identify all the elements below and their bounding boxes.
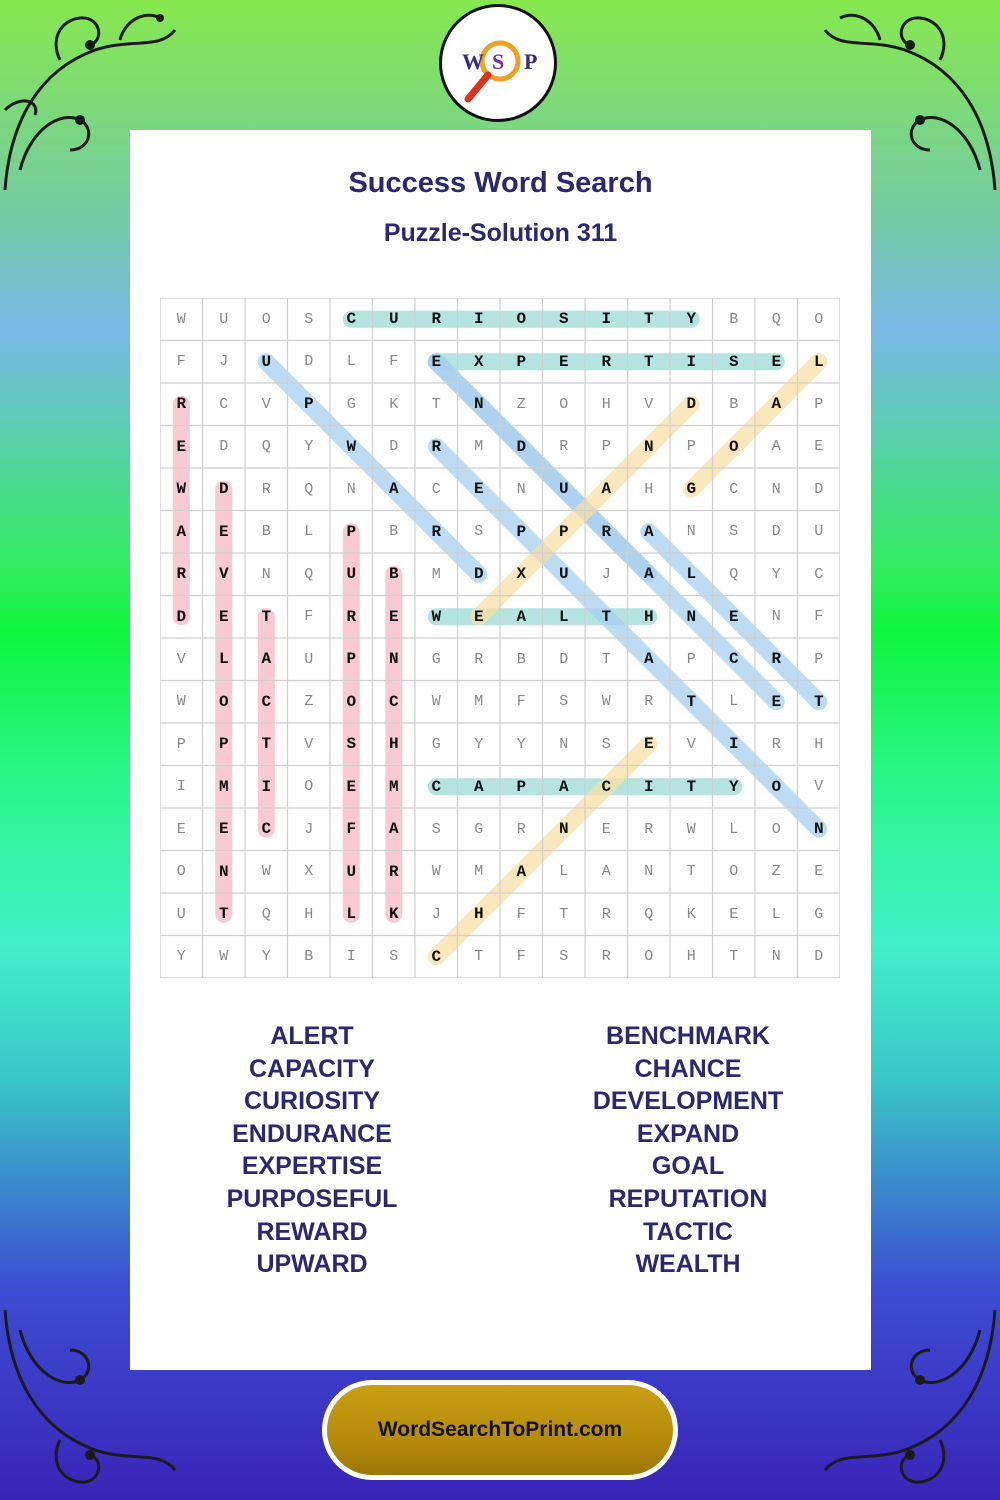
website-button[interactable] xyxy=(322,1380,678,1480)
logo-letter-p: P xyxy=(524,49,538,74)
grid-cell[interactable]: P xyxy=(814,395,824,413)
grid-cell[interactable]: M xyxy=(474,438,484,456)
grid-cell[interactable]: S xyxy=(389,948,399,966)
grid-cell[interactable]: L xyxy=(729,820,739,838)
grid-cell[interactable]: Y xyxy=(771,565,781,583)
grid-cell[interactable]: R xyxy=(644,820,654,838)
grid-cell[interactable]: B xyxy=(389,523,399,541)
grid-cell[interactable]: L xyxy=(559,863,569,881)
word-list xyxy=(130,1020,871,1280)
word-list-item: GOAL xyxy=(651,1152,725,1181)
grid-cell[interactable]: P xyxy=(218,735,229,754)
grid-cell[interactable]: E xyxy=(771,352,782,371)
grid-cell[interactable]: M xyxy=(431,565,441,583)
grid-cell[interactable]: U xyxy=(814,523,824,541)
word-list-left xyxy=(162,1020,462,1281)
grid-cell[interactable]: R xyxy=(431,437,442,456)
grid-cell[interactable]: A xyxy=(516,862,527,881)
grid-cell[interactable]: A xyxy=(771,438,781,456)
word-list-item: REWARD xyxy=(256,1217,368,1246)
grid-cell[interactable]: Y xyxy=(728,777,739,796)
grid-cell[interactable]: D xyxy=(389,438,399,456)
grid-cell[interactable]: N xyxy=(813,820,824,839)
grid-cell[interactable]: K xyxy=(686,905,696,923)
grid-cell[interactable]: R xyxy=(431,522,442,541)
grid-cell[interactable]: V xyxy=(304,735,314,753)
grid-cell[interactable]: R xyxy=(601,352,612,371)
grid-cell[interactable]: L xyxy=(346,353,356,371)
word-list-item: UPWARD xyxy=(256,1250,368,1279)
grid-cell[interactable]: I xyxy=(686,352,697,371)
grid-cell[interactable]: L xyxy=(558,607,569,626)
grid-cell[interactable]: G xyxy=(814,905,824,923)
grid-cell[interactable]: J xyxy=(219,353,229,371)
grid-cell[interactable]: T xyxy=(474,948,484,966)
grid-cell[interactable]: Q xyxy=(261,438,271,456)
grid-cell[interactable]: U xyxy=(219,310,229,328)
grid-cell[interactable]: E xyxy=(176,820,186,838)
grid-cell[interactable]: D xyxy=(176,607,187,626)
grid-cell[interactable]: A xyxy=(643,565,654,584)
grid-cell[interactable]: R xyxy=(474,650,484,668)
grid-cell[interactable]: P xyxy=(346,522,357,541)
grid-cell[interactable]: G xyxy=(474,820,484,838)
page-title: Success Word Search xyxy=(348,167,653,199)
grid-cell[interactable]: T xyxy=(813,692,824,711)
grid-cell[interactable]: Z xyxy=(771,863,781,881)
grid-cell[interactable]: V xyxy=(814,778,824,796)
grid-cell[interactable]: D xyxy=(219,438,229,456)
grid-cell[interactable]: P xyxy=(516,777,527,796)
grid-cell[interactable]: U xyxy=(558,480,569,499)
grid-cell[interactable]: N xyxy=(346,480,356,498)
grid-cell[interactable]: U xyxy=(261,352,272,371)
grid-cell[interactable]: F xyxy=(304,608,314,626)
grid-cell[interactable]: D xyxy=(814,948,824,966)
grid-cell[interactable]: Q xyxy=(644,905,654,923)
word-list-item: DEVELOPMENT xyxy=(592,1087,784,1116)
grid-cell[interactable]: A xyxy=(516,607,527,626)
grid-cell[interactable]: H xyxy=(643,607,654,626)
word-list-item: WEALTH xyxy=(635,1250,741,1279)
grid-cell[interactable]: R xyxy=(601,948,611,966)
grid-cell[interactable]: O xyxy=(644,948,654,966)
grid-cell[interactable]: P xyxy=(346,650,357,669)
grid-cell[interactable]: C xyxy=(261,820,272,839)
grid-cell[interactable]: B xyxy=(729,310,739,328)
grid-cell[interactable]: G xyxy=(431,735,441,753)
grid-cell[interactable]: L xyxy=(304,523,314,541)
grid-cell[interactable]: B xyxy=(729,395,739,413)
grid-cell[interactable]: D xyxy=(814,480,824,498)
word-list-item: EXPERTISE xyxy=(241,1152,383,1181)
grid-cell[interactable]: S xyxy=(559,948,569,966)
grid-cell[interactable]: T xyxy=(643,310,654,329)
grid-cell[interactable]: S xyxy=(559,693,569,711)
grid-cell[interactable]: M xyxy=(474,863,484,881)
grid-cell[interactable]: P xyxy=(303,395,314,414)
grid-cell[interactable]: P xyxy=(686,438,696,456)
page-subtitle: Puzzle-Solution 311 xyxy=(383,219,618,247)
grid-cell[interactable]: E xyxy=(218,522,229,541)
grid-cell[interactable]: E xyxy=(814,438,824,456)
grid-cell[interactable]: E xyxy=(814,863,824,881)
grid-cell[interactable]: A xyxy=(601,480,612,499)
grid-cell[interactable]: E xyxy=(728,607,739,626)
grid-cell[interactable]: P xyxy=(558,522,569,541)
grid-cell[interactable]: O xyxy=(559,395,569,413)
grid-cell[interactable]: T xyxy=(686,863,696,881)
grid-cell[interactable]: N xyxy=(558,820,569,839)
grid-cell[interactable]: C xyxy=(219,395,229,413)
grid-cell[interactable]: D xyxy=(771,523,781,541)
grid-cell[interactable]: I xyxy=(473,310,484,329)
grid-cell[interactable]: T xyxy=(686,777,697,796)
logo-letter-s: S xyxy=(492,49,505,74)
grid-cell[interactable]: P xyxy=(686,650,696,668)
grid-cell[interactable]: S xyxy=(346,735,357,754)
grid-cell[interactable]: O xyxy=(218,692,229,711)
grid-cell[interactable]: Z xyxy=(516,395,526,413)
grid-cell[interactable]: N xyxy=(686,607,697,626)
grid-cell[interactable]: W xyxy=(261,863,271,881)
grid-cell[interactable]: U xyxy=(346,565,357,584)
word-list-item: CAPACITY xyxy=(249,1054,375,1083)
grid-cell[interactable]: B xyxy=(304,948,314,966)
grid-cell[interactable]: H xyxy=(388,735,399,754)
grid-cell[interactable]: U xyxy=(558,565,569,584)
grid-cell[interactable]: U xyxy=(388,310,399,329)
grid-cell[interactable]: J xyxy=(431,905,441,923)
grid-cell[interactable]: U xyxy=(346,862,357,881)
grid-cell[interactable]: O xyxy=(304,778,314,796)
grid-cell[interactable]: D xyxy=(686,395,697,414)
grid-cell[interactable]: A xyxy=(388,480,399,499)
grid-cell[interactable]: N xyxy=(644,863,654,881)
grid-cell[interactable]: R xyxy=(771,735,781,753)
grid-cell[interactable]: L xyxy=(813,352,824,371)
grid-cell[interactable]: W xyxy=(431,693,441,711)
grid-cell[interactable]: L xyxy=(729,693,739,711)
grid-cell[interactable]: H xyxy=(473,905,484,924)
grid-cell[interactable]: E xyxy=(643,735,654,754)
grid-cell[interactable]: C xyxy=(729,480,739,498)
grid-cell[interactable]: T xyxy=(686,692,697,711)
grid-cell[interactable]: C xyxy=(431,947,442,966)
grid-cell[interactable]: F xyxy=(389,353,399,371)
grid-cell[interactable]: I xyxy=(176,778,186,796)
grid-cell[interactable]: O xyxy=(729,863,739,881)
grid-cell[interactable]: F xyxy=(516,905,526,923)
grid-cell[interactable]: A xyxy=(771,395,782,414)
grid-cell[interactable]: G xyxy=(686,480,697,499)
grid-cell[interactable]: A xyxy=(558,777,569,796)
grid-cell[interactable]: N xyxy=(261,565,271,583)
grid-cell[interactable]: T xyxy=(559,905,569,923)
grid-cell[interactable]: V xyxy=(176,650,186,668)
grid-cell[interactable]: E xyxy=(431,352,442,371)
grid-cell[interactable]: Y xyxy=(474,735,484,753)
grid-cell[interactable]: D xyxy=(304,353,314,371)
grid-cell[interactable]: A xyxy=(601,863,611,881)
grid-cell[interactable]: C xyxy=(388,692,399,711)
grid-cell[interactable]: J xyxy=(601,565,611,583)
grid-cell[interactable]: O xyxy=(771,820,781,838)
grid-cell[interactable]: C xyxy=(601,777,612,796)
grid-cell[interactable]: L xyxy=(218,650,229,669)
grid-cell[interactable]: Z xyxy=(304,693,314,711)
grid-cell[interactable]: Y xyxy=(516,735,526,753)
grid-cell[interactable]: Y xyxy=(304,438,314,456)
grid-cell[interactable]: N xyxy=(771,608,781,626)
grid-cell[interactable]: E xyxy=(729,905,739,923)
grid-cell[interactable]: F xyxy=(814,608,824,626)
grid-cell[interactable]: A xyxy=(643,522,654,541)
grid-cell[interactable]: T xyxy=(729,948,739,966)
grid-cell[interactable]: Q xyxy=(729,565,739,583)
grid-cell[interactable]: A xyxy=(176,522,187,541)
grid-cell[interactable]: R xyxy=(771,650,782,669)
grid-cell[interactable]: E xyxy=(346,777,357,796)
grid-cell[interactable]: H xyxy=(304,905,314,923)
wsp-logo[interactable] xyxy=(439,4,557,122)
grid-cell[interactable]: E xyxy=(218,607,229,626)
grid-cell[interactable]: R xyxy=(601,905,611,923)
grid-cell[interactable]: N xyxy=(643,437,654,456)
grid-cell[interactable]: C xyxy=(431,777,442,796)
grid-cell[interactable]: S xyxy=(431,820,441,838)
grid-cell[interactable]: F xyxy=(516,693,526,711)
grid-cell[interactable]: U xyxy=(304,650,314,668)
grid-cell[interactable]: T xyxy=(601,650,611,668)
grid-cell[interactable]: S xyxy=(304,310,314,328)
grid-cell[interactable]: W xyxy=(431,607,442,626)
grid-cell[interactable]: W xyxy=(346,437,357,456)
grid-cell[interactable]: C xyxy=(814,565,824,583)
grid-cell[interactable]: R xyxy=(431,310,442,329)
grid-cell[interactable]: V xyxy=(261,395,271,413)
grid-cell[interactable]: D xyxy=(218,480,229,499)
grid-cell[interactable]: N xyxy=(473,395,484,414)
grid-cell[interactable]: T xyxy=(431,395,441,413)
grid-cell[interactable]: W xyxy=(176,310,186,328)
grid-cell[interactable]: O xyxy=(771,777,782,796)
grid-cell[interactable]: W xyxy=(686,820,696,838)
word-list-item: EXPAND xyxy=(636,1119,740,1148)
grid-cell[interactable]: M xyxy=(388,777,399,796)
grid-cell[interactable]: O xyxy=(516,310,527,329)
grid-cell[interactable]: H xyxy=(814,735,824,753)
word-list-item: PURPOSEFUL xyxy=(226,1184,398,1213)
grid-cell[interactable]: J xyxy=(304,820,314,838)
grid-cell[interactable]: Y xyxy=(176,948,186,966)
grid-cell[interactable]: L xyxy=(346,905,357,924)
grid-cell[interactable]: P xyxy=(814,650,824,668)
grid-cell[interactable]: S xyxy=(729,523,739,541)
grid-cell[interactable]: N xyxy=(516,480,526,498)
grid-cell[interactable]: E xyxy=(218,820,229,839)
grid-cell[interactable]: R xyxy=(559,438,569,456)
grid-cell[interactable]: S xyxy=(601,735,611,753)
grid-cell[interactable]: E xyxy=(473,480,484,499)
grid-cell[interactable]: A xyxy=(643,650,654,669)
grid-cell[interactable]: T xyxy=(643,352,654,371)
grid-cell[interactable]: R xyxy=(516,820,526,838)
grid-cell[interactable]: Q xyxy=(304,480,314,498)
grid-cell[interactable]: U xyxy=(176,905,186,923)
grid-cell[interactable]: I xyxy=(728,735,739,754)
grid-cell[interactable]: C xyxy=(346,310,357,329)
grid-cell[interactable]: M xyxy=(218,777,229,796)
grid-cell[interactable]: V xyxy=(686,735,696,753)
word-list-item: TACTIC xyxy=(643,1217,733,1246)
grid-cell[interactable]: W xyxy=(176,693,186,711)
grid-cell[interactable]: P xyxy=(601,438,611,456)
grid-cell[interactable]: T xyxy=(601,607,612,626)
word-list-right xyxy=(538,1020,838,1281)
grid-cell[interactable]: I xyxy=(601,310,612,329)
logo-letter-w: W xyxy=(462,49,484,74)
grid-cell[interactable]: X xyxy=(304,863,314,881)
grid-cell[interactable]: C xyxy=(728,650,739,669)
word-list-item: ALERT xyxy=(270,1022,354,1050)
grid-cell[interactable]: D xyxy=(516,437,527,456)
grid-cell[interactable]: E xyxy=(388,607,399,626)
grid-cell[interactable]: P xyxy=(516,522,527,541)
grid-cell[interactable]: K xyxy=(389,395,399,413)
grid-cell[interactable]: C xyxy=(431,480,441,498)
grid-cell[interactable]: S xyxy=(558,310,569,329)
grid-cell[interactable]: D xyxy=(473,565,484,584)
grid-cell[interactable]: R xyxy=(601,522,612,541)
grid-cell[interactable]: N xyxy=(771,948,781,966)
grid-cell[interactable]: X xyxy=(516,565,527,584)
word-list-item: REPUTATION xyxy=(608,1184,768,1213)
grid-cell[interactable]: S xyxy=(728,352,739,371)
grid-cell[interactable]: C xyxy=(261,692,272,711)
grid-cell[interactable]: P xyxy=(516,352,527,371)
grid-cell[interactable]: N xyxy=(686,523,696,541)
grid-cell[interactable]: R xyxy=(176,565,187,584)
grid-cell[interactable]: M xyxy=(474,693,484,711)
word-list-item: CHANCE xyxy=(634,1054,742,1083)
grid-cell[interactable]: I xyxy=(643,777,654,796)
grid-cell[interactable]: R xyxy=(388,862,399,881)
grid-cell[interactable]: L xyxy=(771,905,781,923)
grid-cell[interactable]: O xyxy=(346,692,357,711)
grid-cell[interactable]: S xyxy=(474,523,484,541)
grid-cell[interactable]: E xyxy=(601,820,611,838)
grid-cell[interactable]: X xyxy=(473,352,484,371)
grid-cell[interactable]: B xyxy=(388,565,399,584)
grid-cell[interactable]: W xyxy=(176,480,187,499)
grid-cell[interactable]: R xyxy=(346,607,357,626)
grid-cell[interactable]: V xyxy=(644,395,654,413)
grid-cell[interactable]: P xyxy=(176,735,186,753)
grid-cell[interactable]: L xyxy=(686,565,697,584)
grid-cell[interactable]: I xyxy=(261,777,272,796)
grid-cell[interactable]: H xyxy=(686,948,696,966)
grid-cell[interactable]: Y xyxy=(261,948,271,966)
grid-cell[interactable]: F xyxy=(516,948,526,966)
grid-cell[interactable]: A xyxy=(473,777,484,796)
grid-cell[interactable]: D xyxy=(559,650,569,668)
grid-cell[interactable]: G xyxy=(431,650,441,668)
letter-grid xyxy=(160,298,840,978)
grid-cell[interactable]: A xyxy=(261,650,272,669)
grid-cell[interactable]: E xyxy=(176,437,187,456)
grid-cell[interactable]: O xyxy=(261,310,271,328)
grid-cell[interactable]: A xyxy=(388,820,399,839)
grid-cell[interactable]: R xyxy=(644,693,654,711)
grid-cell[interactable]: H xyxy=(601,395,611,413)
grid-cell[interactable]: E xyxy=(771,692,782,711)
grid-cell[interactable]: F xyxy=(346,820,357,839)
grid-cell[interactable]: W xyxy=(431,863,441,881)
grid-cell[interactable]: F xyxy=(176,353,186,371)
magnifier-icon xyxy=(442,7,554,119)
grid-cell[interactable]: R xyxy=(176,395,187,414)
grid-cell[interactable]: N xyxy=(218,862,229,881)
grid-cell[interactable]: W xyxy=(601,693,611,711)
grid-cell[interactable]: O xyxy=(814,310,824,328)
grid-cell[interactable]: B xyxy=(516,650,526,668)
grid-cell[interactable]: V xyxy=(218,565,229,584)
grid-cell[interactable]: E xyxy=(558,352,569,371)
word-list-item: ENDURANCE xyxy=(232,1119,392,1148)
grid-cell[interactable]: I xyxy=(346,948,356,966)
word-list-item: CURIOSITY xyxy=(243,1087,381,1116)
grid-cell[interactable]: O xyxy=(176,863,186,881)
grid-cell[interactable]: H xyxy=(644,480,654,498)
grid-cell[interactable]: W xyxy=(219,948,229,966)
grid-cell[interactable]: R xyxy=(261,480,271,498)
grid-cell[interactable]: E xyxy=(473,607,484,626)
grid-cell[interactable]: O xyxy=(728,437,739,456)
grid-cell[interactable]: G xyxy=(346,395,356,413)
grid-cell[interactable]: B xyxy=(261,523,271,541)
grid-cell[interactable]: T xyxy=(261,607,272,626)
grid-cell[interactable]: N xyxy=(771,480,781,498)
grid-cell[interactable]: Y xyxy=(686,310,697,329)
grid-cell[interactable]: N xyxy=(559,735,569,753)
grid-cell[interactable]: T xyxy=(218,905,229,924)
grid-cell[interactable]: T xyxy=(261,735,272,754)
word-grid xyxy=(160,298,840,978)
grid-cell[interactable]: Q xyxy=(261,905,271,923)
puzzle-card xyxy=(130,130,871,1370)
grid-cell[interactable]: K xyxy=(388,905,399,924)
grid-cell[interactable]: Q xyxy=(304,565,314,583)
grid-cell[interactable]: Q xyxy=(771,310,781,328)
word-list-item: BENCHMARK xyxy=(606,1022,770,1050)
website-label: WordSearchToPrint.com xyxy=(327,1385,673,1475)
grid-cell[interactable]: N xyxy=(388,650,399,669)
